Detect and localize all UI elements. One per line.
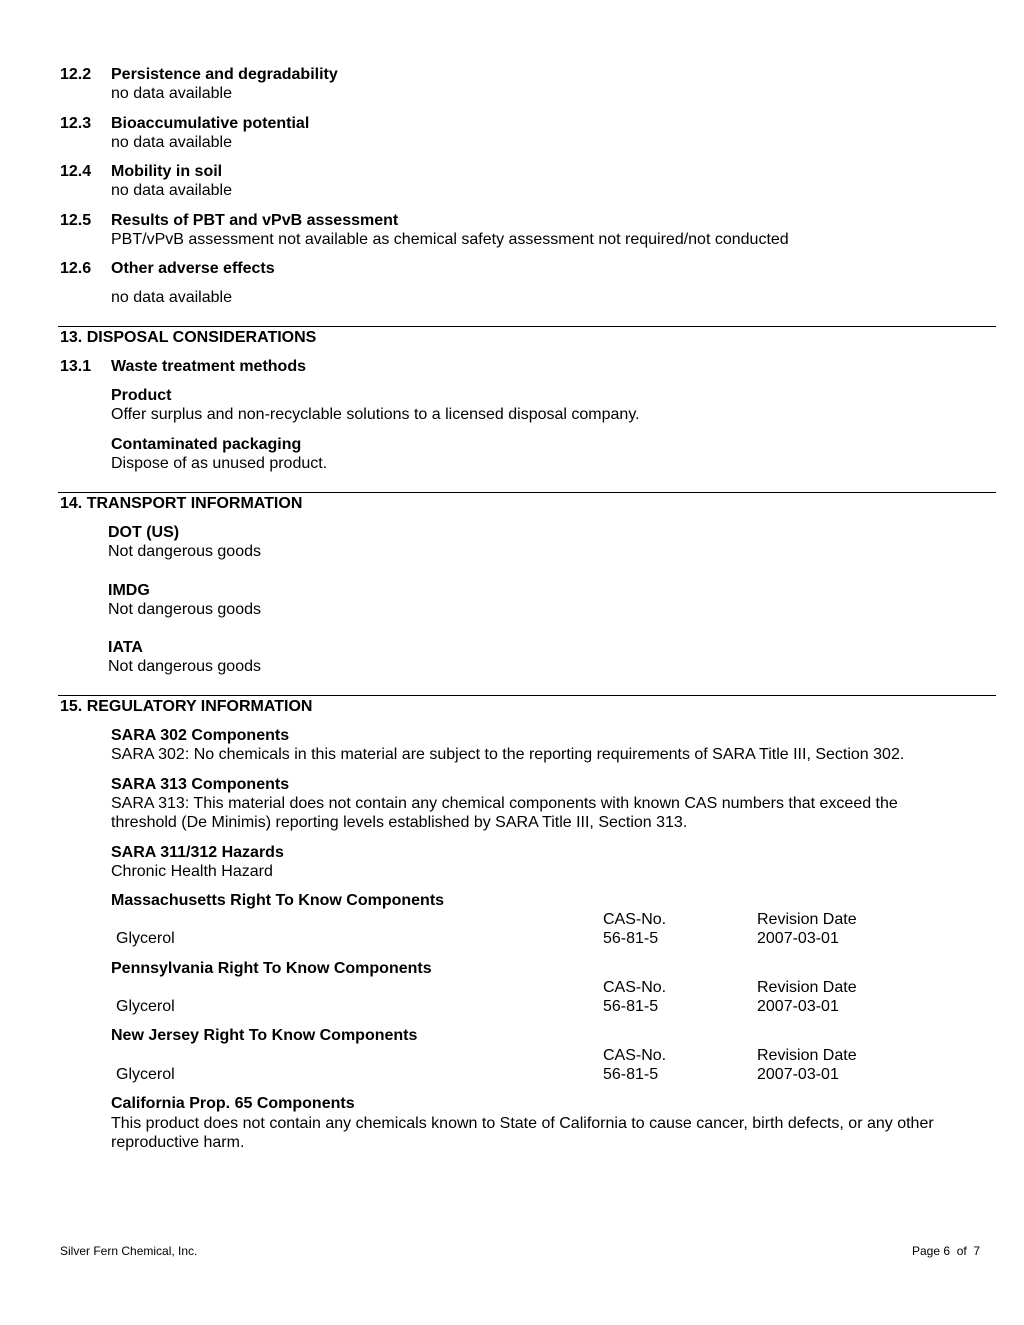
section-number: 13.1 bbox=[60, 358, 92, 375]
section-heading-14: 14. TRANSPORT INFORMATION bbox=[60, 495, 303, 512]
column-header-revision-date: Revision Date bbox=[757, 979, 857, 996]
column-header-cas: CAS-No. bbox=[603, 1047, 667, 1064]
sara313-text: threshold (De Minimis) reporting levels established by SARA Title III, Section 313. bbox=[111, 814, 688, 831]
ca65-text: reproductive harm. bbox=[111, 1134, 245, 1151]
section-divider bbox=[58, 492, 996, 493]
transport-mode-text: Not dangerous goods bbox=[108, 658, 261, 675]
component-cas: 56-81-5 bbox=[603, 998, 659, 1015]
section-title: Bioaccumulative potential bbox=[111, 115, 310, 132]
section-title: Other adverse effects bbox=[111, 260, 275, 277]
sara311-label: SARA 311/312 Hazards bbox=[111, 844, 284, 861]
rtk-label-massachusetts: Massachusetts Right To Know Components bbox=[111, 892, 445, 909]
section-title: Waste treatment methods bbox=[111, 358, 306, 375]
column-header-revision-date: Revision Date bbox=[757, 911, 857, 928]
transport-mode-label: IMDG bbox=[108, 582, 150, 599]
section-title: Mobility in soil bbox=[111, 163, 223, 180]
section-text: no data available bbox=[111, 182, 232, 199]
column-header-cas: CAS-No. bbox=[603, 979, 667, 996]
section-heading-13: 13. DISPOSAL CONSIDERATIONS bbox=[60, 329, 317, 346]
component-revision-date: 2007-03-01 bbox=[757, 930, 839, 947]
transport-mode-label: DOT (US) bbox=[108, 524, 180, 541]
ca65-label: California Prop. 65 Components bbox=[111, 1095, 355, 1112]
section-number: 12.2 bbox=[60, 66, 92, 83]
section-number: 12.6 bbox=[60, 260, 92, 277]
section-heading-15: 15. REGULATORY INFORMATION bbox=[60, 698, 313, 715]
rtk-label-pennsylvania: Pennsylvania Right To Know Components bbox=[111, 960, 432, 977]
section-number: 12.3 bbox=[60, 115, 92, 132]
packaging-text: Dispose of as unused product. bbox=[111, 455, 328, 472]
sara313-label: SARA 313 Components bbox=[111, 776, 290, 793]
section-divider bbox=[58, 695, 996, 696]
component-name: Glycerol bbox=[116, 930, 175, 947]
section-title: Results of PBT and vPvB assessment bbox=[111, 212, 399, 229]
component-name: Glycerol bbox=[116, 998, 175, 1015]
sara302-label: SARA 302 Components bbox=[111, 727, 290, 744]
transport-mode-text: Not dangerous goods bbox=[108, 601, 261, 618]
ca65-text: This product does not contain any chemicals known to State of California to cause cancer, birth defects, or any other bbox=[111, 1115, 934, 1132]
section-text: no data available bbox=[111, 289, 232, 306]
sara302-text: SARA 302: No chemicals in this material are subject to the reporting requirements of SARA Title III, Section 302. bbox=[111, 746, 905, 763]
sara311-text: Chronic Health Hazard bbox=[111, 863, 273, 880]
section-number: 12.4 bbox=[60, 163, 92, 180]
component-revision-date: 2007-03-01 bbox=[757, 1066, 839, 1083]
section-text: PBT/vPvB assessment not available as chemical safety assessment not required/not conducted bbox=[111, 231, 789, 248]
product-label: Product bbox=[111, 387, 172, 404]
section-divider bbox=[58, 326, 996, 327]
section-text: no data available bbox=[111, 134, 232, 151]
section-text: no data available bbox=[111, 85, 232, 102]
rtk-label-new-jersey: New Jersey Right To Know Components bbox=[111, 1027, 418, 1044]
component-cas: 56-81-5 bbox=[603, 1066, 659, 1083]
transport-mode-text: Not dangerous goods bbox=[108, 543, 261, 560]
sara313-text: SARA 313: This material does not contain any chemical components with known CAS numbers that exceed the bbox=[111, 795, 898, 812]
footer-page-number: Page 6 of 7 bbox=[912, 1244, 981, 1258]
component-revision-date: 2007-03-01 bbox=[757, 998, 839, 1015]
footer-company: Silver Fern Chemical, Inc. bbox=[60, 1244, 198, 1258]
transport-mode-label: IATA bbox=[108, 639, 143, 656]
packaging-label: Contaminated packaging bbox=[111, 436, 302, 453]
column-header-revision-date: Revision Date bbox=[757, 1047, 857, 1064]
component-cas: 56-81-5 bbox=[603, 930, 659, 947]
section-title: Persistence and degradability bbox=[111, 66, 338, 83]
component-name: Glycerol bbox=[116, 1066, 175, 1083]
column-header-cas: CAS-No. bbox=[603, 911, 667, 928]
section-number: 12.5 bbox=[60, 212, 92, 229]
product-text: Offer surplus and non-recyclable solutions to a licensed disposal company. bbox=[111, 406, 640, 423]
